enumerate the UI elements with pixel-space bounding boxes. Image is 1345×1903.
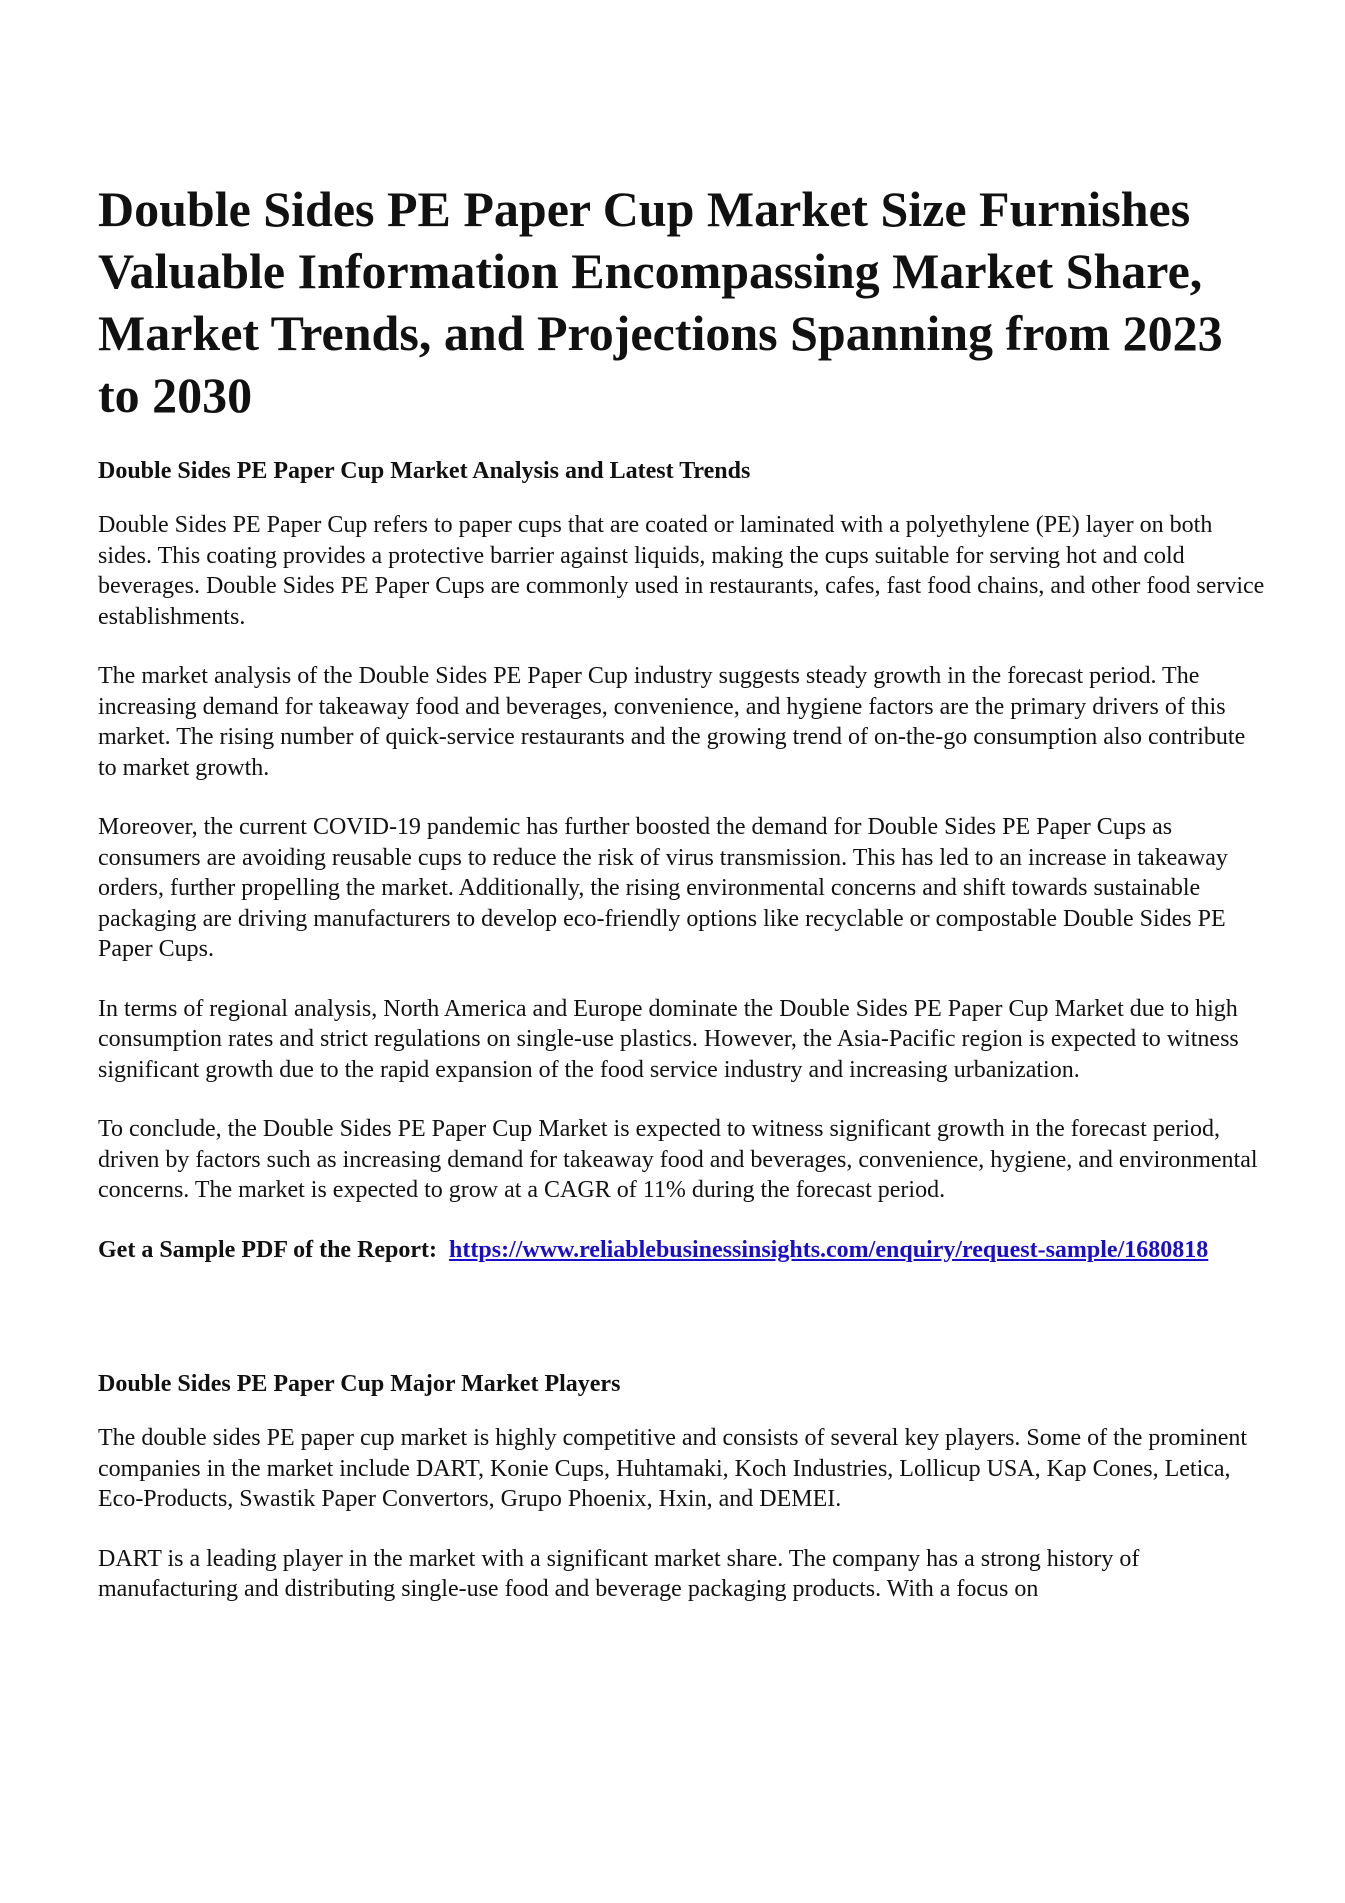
paragraph: The market analysis of the Double Sides PE Paper Cup industry suggests steady growth in the forecast period. The increasing demand for takeaway food and beverages, convenience, and hygiene factors are the primary drivers of this market. The rising number of quick-service restaurants and the growing trend of on-the-go consumption also contribute to market growth. (98, 663, 1246, 781)
paragraph: DART is a leading player in the market with a significant market share. The company has a strong history of manufacturing and distributing single-use food and beverage packaging products. With a focus on (98, 1545, 1140, 1602)
document-title: Double Sides PE Paper Cup Market Size Furnishes Valuable Information Encompassing Market Share, Market Trends, and Projections Spanning from 2023 to 2030 (98, 181, 1223, 423)
paragraph: To conclude, the Double Sides PE Paper Cup Market is expected to witness significant growth in the forecast period, driven by factors such as increasing demand for takeaway food and beverages, convenience, hygiene, and environmental concerns. The market is expected to grow at a CAGR of 11% during the forecast period. (98, 1116, 1258, 1203)
paragraph: Double Sides PE Paper Cup refers to paper cups that are coated or laminated with a polyethylene (PE) layer on both sides. This coating provides a protective barrier against liquids, making the cups suitable for serving hot and cold beverages. Double Sides PE Paper Cups are commonly used in restaurants, cafes, fast food chains, and other food service establishments. (98, 512, 1265, 630)
paragraph: The double sides PE paper cup market is highly competitive and consists of several key players. Some of the prominent companies in the market include DART, Konie Cups, Huhtamaki, Koch Industries, Lollicup USA, Kap Cones, Letica, Eco-Products, Swastik Paper Convertors, Grupo Phoenix, Hxin, and DEMEI. (98, 1425, 1248, 1512)
section-heading-analysis: Double Sides PE Paper Cup Market Analysis and Latest Trends (98, 458, 751, 484)
paragraph: Moreover, the current COVID-19 pandemic has further boosted the demand for Double Sides PE Paper Cups as consumers are avoiding reusable cups to reduce the risk of virus transmission. This has led to an increase in takeaway orders, further propelling the market. Additionally, the rising environmental concerns and shift towards sustainable packaging are driving manufacturers to develop eco-friendly options like recyclable or compostable Double Sides PE Paper Cups. (98, 814, 1228, 962)
sample-pdf-link[interactable]: https://www.reliablebusinessinsights.com/enquiry/request-sample/1680818 (449, 1236, 1209, 1263)
section-heading-players: Double Sides PE Paper Cup Major Market Players (98, 1371, 621, 1397)
document-page (98, 178, 1266, 1634)
sample-pdf-label: Get a Sample PDF of the Report: (98, 1236, 438, 1263)
paragraph: In terms of regional analysis, North America and Europe dominate the Double Sides PE Paper Cup Market due to high consumption rates and strict regulations on single-use plastics. However, the Asia-Pacific region is expected to witness significant growth due to the rapid expansion of the food service industry and increasing urbanization. (98, 995, 1239, 1083)
section-spacer (98, 1265, 1266, 1369)
sample-pdf-line (98, 1235, 1266, 1266)
